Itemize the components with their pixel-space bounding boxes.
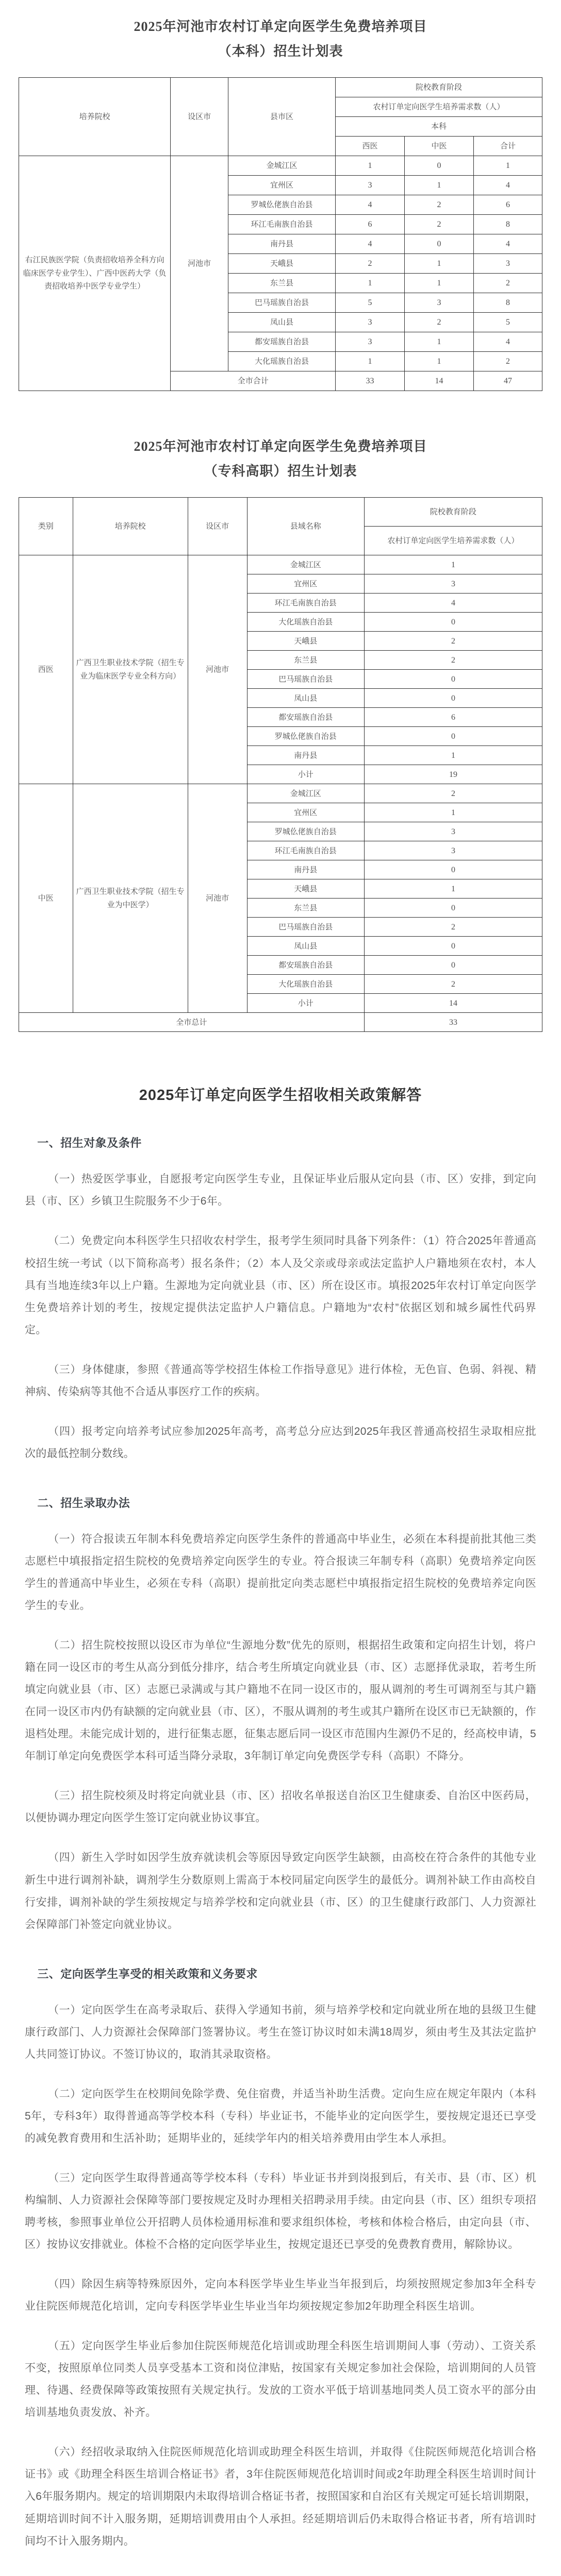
- west-medicine-count: 1: [336, 274, 405, 293]
- county-cell: 天峨县: [228, 254, 336, 274]
- tcm-count: 1: [405, 332, 474, 352]
- demand-count: 3: [364, 822, 542, 841]
- total-count: 3: [474, 254, 542, 274]
- policy-paragraph: （四）除因生病等特殊原因外，定向本科医学毕业生毕业当年报到后，均须按照规定参加3年全科专业住院医师规范化培训，定向专科医学毕业生毕业当年均须按规定参加2年助理全科医生培训。: [25, 2278, 536, 2313]
- bachelor-table-title-line1: 2025年河池市农村订单定向医学生免费培养项目: [134, 19, 427, 34]
- vocational-table-title-line2: （专科高职）招生计划表: [204, 464, 357, 479]
- county-cell: 南丹县: [247, 860, 364, 879]
- bachelor-plan-table: [19, 77, 542, 391]
- grand-total-row: [19, 1013, 542, 1032]
- header-county: 县域名称: [247, 498, 364, 555]
- county-cell: 东兰县: [228, 274, 336, 293]
- policy-paragraph: （三）招生院校须及时将定向就业县（市、区）招收名单报送自治区卫生健康委、自治区中医药局，以便协调办理定向医学生签订定向就业协议事宜。: [25, 1790, 536, 1824]
- subtotal-count: 14: [364, 994, 542, 1013]
- header-row: [19, 78, 542, 97]
- city-total-west: 33: [336, 371, 405, 391]
- school-cell: 右江民族医学院（负责招收培养全科方向临床医学专业学生）、广西中医药大学（负责招收培养中医学专业学生）: [19, 156, 171, 391]
- table-row: [19, 784, 542, 803]
- demand-count: 4: [364, 594, 542, 613]
- total-count: 4: [474, 176, 542, 195]
- county-cell: 环江毛南族自治县: [247, 594, 364, 613]
- county-cell: 宜州区: [247, 574, 364, 594]
- county-cell: 巴马瑶族自治县: [247, 918, 364, 937]
- vocational-plan-table: [19, 497, 542, 1032]
- demand-count: 3: [364, 574, 542, 594]
- header-total: 合计: [474, 137, 542, 156]
- vocational-table-body: [19, 555, 542, 1032]
- demand-count: 0: [364, 937, 542, 956]
- subtotal-count: 19: [364, 765, 542, 784]
- county-cell: 凤山县: [247, 937, 364, 956]
- west-medicine-count: 1: [336, 156, 405, 176]
- county-cell: 宜州区: [247, 803, 364, 822]
- policy-paragraph: （五）定向医学生毕业后参加住院医师规范化培训或助理全科医生培训期间人事（劳动）、工资关系不变，按照原单位同类人员享受基本工资和岗位津贴，按国家有关规定参加社会保险，培训期间的人员管理、待遇、经费保障等政策按照有关规定执行。发放的工资水平低于培训基地同类人员工资水平的部分由培训基地负责发放、补齐。: [25, 2340, 536, 2419]
- demand-count: 1: [364, 555, 542, 574]
- tcm-count: 3: [405, 293, 474, 313]
- demand-count: 0: [364, 727, 542, 746]
- policy-paragraph: （一）定向医学生在高考录取后、获得入学通知书前，须与培养学校和定向就业所在地的县级卫生健康行政部门、人力资源社会保障部门签署协议。考生在签订协议时如未满18周岁，须由考生及其法定监护人共同签订协议。不签订协议的，取消其录取资格。: [25, 2004, 536, 2060]
- county-cell: 宜州区: [228, 176, 336, 195]
- policy-paragraph: （三）身体健康，参照《普通高等学校招生体检工作指导意见》进行体检，无色盲、色弱、斜视、精神病、传染病等其他不合适从事医疗工作的疾病。: [25, 1363, 536, 1398]
- county-cell: 大化瑶族自治县: [247, 613, 364, 632]
- city-cell: 河池市: [188, 784, 247, 1013]
- total-count: 1: [474, 156, 542, 176]
- policy-paragraph: （六）经招收录取纳入住院医师规范化培训或助理全科医生培训，并取得《住院医师规范化培训合格证书》或《助理全科医生培训合格证书》者，3年住院医师规范化培训时间或2年助理全科医生培训时间计入6年服务期内。规定的培训期限内未取得培训合格证书者，按照国家和自治区有关规定可延长培训期限，延期培训时间不计入服务期，延期培训费用由个人承担。经延期培训后仍未取得合格证书者，所有培训时间均不计入服务期内。: [25, 2446, 536, 2547]
- policy-section-heading: 二、招生录取办法: [37, 1496, 130, 1510]
- policy-paragraph: （一）热爱医学事业，自愿报考定向医学生专业，且保证毕业后服从定向县（市、区）安排，到定向县（市、区）乡镇卫生院服务不少于6年。: [25, 1173, 536, 1208]
- header-demand: 农村订单定向医学生培养需求数（人）: [336, 97, 542, 117]
- header-demand: 农村订单定向医学生培养需求数（人）: [364, 527, 542, 555]
- policy-paragraph: （一）符合报读五年制本科免费培养定向医学生条件的普通高中毕业生，必须在本科提前批其他三类志愿栏中填报指定招生院校的免费培养定向医学生的专业。符合报读三年制专科（高职）免费培养定向医学生的普通高中毕业生，必须在专科（高职）提前批定向类志愿栏中填报指定招生院校的免费培养定向医学生的专业。: [25, 1533, 536, 1612]
- total-count: 8: [474, 293, 542, 313]
- county-cell: 南丹县: [228, 234, 336, 254]
- header-city: 设区市: [188, 498, 247, 555]
- bachelor-title-block: [19, 14, 542, 64]
- grand-total-count: 33: [364, 1013, 542, 1032]
- table-row: [19, 555, 542, 574]
- west-medicine-count: 3: [336, 176, 405, 195]
- west-medicine-count: 3: [336, 313, 405, 332]
- city-cell: 河池市: [188, 555, 247, 784]
- county-cell: 大化瑶族自治县: [247, 975, 364, 994]
- policy-paragraph: （二）定向医学生在校期间免除学费、免住宿费，并适当补助生活费。定向生应在规定年限内（本科5年，专科3年）取得普通高等学校本科（专科）毕业证书，不能毕业的定向医学生，要按规定退还已享受的减免教育费用和生活补助；延期毕业的，延续学年内的相关培养费用由学生本人承担。: [25, 2088, 536, 2144]
- policy-section-heading: 三、定向医学生享受的相关政策和义务要求: [37, 1967, 258, 1980]
- grand-total-label: 全市总计: [19, 1013, 365, 1032]
- total-count: 8: [474, 215, 542, 234]
- policy-paragraph: （二）免费定向本科医学生只招收农村学生，报考学生须同时具备下列条件：（1）符合2025年普通高校招生统一考试（以下简称高考）报名条件；（2）本人及父亲或母亲或法定监护人户籍地须在农村，本人具有当地连续3年以上户籍。生源地为定向就业县（市、区）所在设区市。填报2025年农村订单定向医学生免费培养计划的考生，按规定提供法定监护人户籍信息。户籍地为“农村”依据区划和城乡属性代码界定。: [25, 1235, 536, 1336]
- county-cell: 罗城仫佬族自治县: [247, 822, 364, 841]
- header-city: 设区市: [171, 78, 228, 156]
- header-county: 县市区: [228, 78, 336, 156]
- tcm-count: 1: [405, 274, 474, 293]
- demand-count: 0: [364, 689, 542, 708]
- county-cell: 天峨县: [247, 632, 364, 651]
- policy-body: [19, 1134, 542, 2552]
- county-cell: 凤山县: [247, 689, 364, 708]
- demand-count: 2: [364, 651, 542, 670]
- tcm-count: 1: [405, 176, 474, 195]
- tcm-count: 1: [405, 352, 474, 371]
- tcm-count: 2: [405, 195, 474, 215]
- demand-count: 3: [364, 841, 542, 860]
- demand-count: 2: [364, 632, 542, 651]
- city-total-tcm: 14: [405, 371, 474, 391]
- policy-paragraph: （二）招生院校按照以设区市为单位“生源地分数”优先的原则，根据招生政策和定向招生计划，将户籍在同一设区市的考生从高分到低分排序，结合考生所填定向就业县（市、区）志愿择优录取，若考生所填定向就业县（市、区）志愿已录满或与其户籍地不在同一设区市的，服从调剂的考生可调剂至与其户籍在同一设区市内仍有缺额的定向就业县（市、区），不服从调剂的考生或其户籍所在设区市已无缺额的，作退档处理。未能完成计划的，进行征集志愿，征集志愿后同一设区市范围内生源仍不足的，经高校申请，5年制订单定向免费医学本科可适当降分录取，3年制订单定向免费医学专科（高职）不降分。: [25, 1639, 536, 1762]
- county-cell: 都安瑶族自治县: [228, 332, 336, 352]
- total-count: 4: [474, 234, 542, 254]
- county-cell: 罗城仫佬族自治县: [228, 195, 336, 215]
- total-count: 2: [474, 274, 542, 293]
- header-school: 培养院校: [73, 498, 188, 555]
- west-medicine-count: 2: [336, 254, 405, 274]
- county-cell: 巴马瑶族自治县: [247, 670, 364, 689]
- header-school: 培养院校: [19, 78, 171, 156]
- table-row: [19, 156, 542, 176]
- header-west-medicine: 西医: [336, 137, 405, 156]
- county-cell: 凤山县: [228, 313, 336, 332]
- category-cell: 西医: [19, 555, 73, 784]
- demand-count: 0: [364, 860, 542, 879]
- west-medicine-count: 1: [336, 352, 405, 371]
- demand-count: 0: [364, 670, 542, 689]
- west-medicine-count: 5: [336, 293, 405, 313]
- vocational-table-header: [19, 498, 542, 555]
- policy-title: 2025年订单定向医学生招收相关政策解答: [139, 1087, 422, 1104]
- county-cell: 东兰县: [247, 651, 364, 670]
- demand-count: 1: [364, 746, 542, 765]
- header-stage: 院校教育阶段: [364, 498, 542, 527]
- bachelor-table-header: [19, 78, 542, 156]
- bachelor-table-body: [19, 156, 542, 391]
- header-row: [19, 498, 542, 527]
- tcm-count: 2: [405, 215, 474, 234]
- policy-paragraph: （四）新生入学时如因学生放弃就读机会等原因导致定向医学生缺额，由高校在符合条件的其他专业新生中进行调剂补缺，调剂学生分数原则上需高于本校同届定向医学生的最低分。调剂补缺工作由高校自行安排，调剂补缺的学生须按规定与培养学校和定向就业县（市、区）的卫生健康行政部门、人力资源社会保障部门补签定向就业协议。: [25, 1852, 536, 1930]
- county-cell: 南丹县: [247, 746, 364, 765]
- total-count: 2: [474, 352, 542, 371]
- county-cell: 东兰县: [247, 899, 364, 918]
- west-medicine-count: 3: [336, 332, 405, 352]
- header-category: 类别: [19, 498, 73, 555]
- county-cell: 天峨县: [247, 879, 364, 899]
- tcm-count: 1: [405, 254, 474, 274]
- county-cell: 都安瑶族自治县: [247, 956, 364, 975]
- demand-count: 0: [364, 613, 542, 632]
- demand-count: 0: [364, 956, 542, 975]
- policy-paragraph: （四）报考定向培养考试应参加2025年高考，高考总分应达到2025年我区普通高校招生录取相应批次的最低控制分数线。: [25, 1425, 536, 1460]
- demand-count: 2: [364, 975, 542, 994]
- county-cell: 环江毛南族自治县: [228, 215, 336, 234]
- policy-paragraph: （三）定向医学生取得普通高等学校本科（专科）毕业证书并到岗报到后，有关市、县（市、区）机构编制、人力资源社会保障等部门要按规定及时办理相关招聘录用手续。由定向县（市、区）组织专项招聘考核，参照事业单位公开招聘人员体检通用标准和要求组织体检，考核和体检合格后，由定向县（市、区）按协议安排就业。体检不合格的定向医学毕业生，按规定退还已享受的免费教育费用，解除协议。: [25, 2172, 536, 2251]
- tcm-count: 2: [405, 313, 474, 332]
- tcm-count: 0: [405, 156, 474, 176]
- school-cell: 广西卫生职业技术学院（招生专业为临床医学专业全科方向）: [73, 555, 188, 784]
- west-medicine-count: 4: [336, 195, 405, 215]
- county-cell: 环江毛南族自治县: [247, 841, 364, 860]
- header-level: 本科: [336, 117, 542, 137]
- county-cell: 金城江区: [247, 784, 364, 803]
- subtotal-label: 小计: [247, 765, 364, 784]
- county-cell: 金城江区: [247, 555, 364, 574]
- demand-count: 6: [364, 708, 542, 727]
- policy-section-heading: 一、招生对象及条件: [37, 1137, 142, 1150]
- demand-count: 1: [364, 803, 542, 822]
- total-count: 4: [474, 332, 542, 352]
- county-cell: 罗城仫佬族自治县: [247, 727, 364, 746]
- county-cell: 巴马瑶族自治县: [228, 293, 336, 313]
- total-count: 5: [474, 313, 542, 332]
- header-stage: 院校教育阶段: [336, 78, 542, 97]
- vocational-table-title-line1: 2025年河池市农村订单定向医学生免费培养项目: [134, 439, 427, 454]
- bachelor-table-title-line2: （本科）招生计划表: [218, 44, 343, 59]
- county-cell: 都安瑶族自治县: [247, 708, 364, 727]
- west-medicine-count: 6: [336, 215, 405, 234]
- city-total-all: 47: [474, 371, 542, 391]
- tcm-count: 0: [405, 234, 474, 254]
- demand-count: 1: [364, 879, 542, 899]
- subtotal-label: 小计: [247, 994, 364, 1013]
- category-cell: 中医: [19, 784, 73, 1013]
- vocational-title-block: [19, 434, 542, 484]
- header-tcm: 中医: [405, 137, 474, 156]
- demand-count: 2: [364, 918, 542, 937]
- school-cell: 广西卫生职业技术学院（招生专业为中医学）: [73, 784, 188, 1013]
- city-cell: 河池市: [171, 156, 228, 371]
- demand-count: 0: [364, 899, 542, 918]
- city-total-label: 全市合计: [171, 371, 336, 391]
- demand-count: 2: [364, 784, 542, 803]
- county-cell: 金城江区: [228, 156, 336, 176]
- total-count: 6: [474, 195, 542, 215]
- county-cell: 大化瑶族自治县: [228, 352, 336, 371]
- west-medicine-count: 4: [336, 234, 405, 254]
